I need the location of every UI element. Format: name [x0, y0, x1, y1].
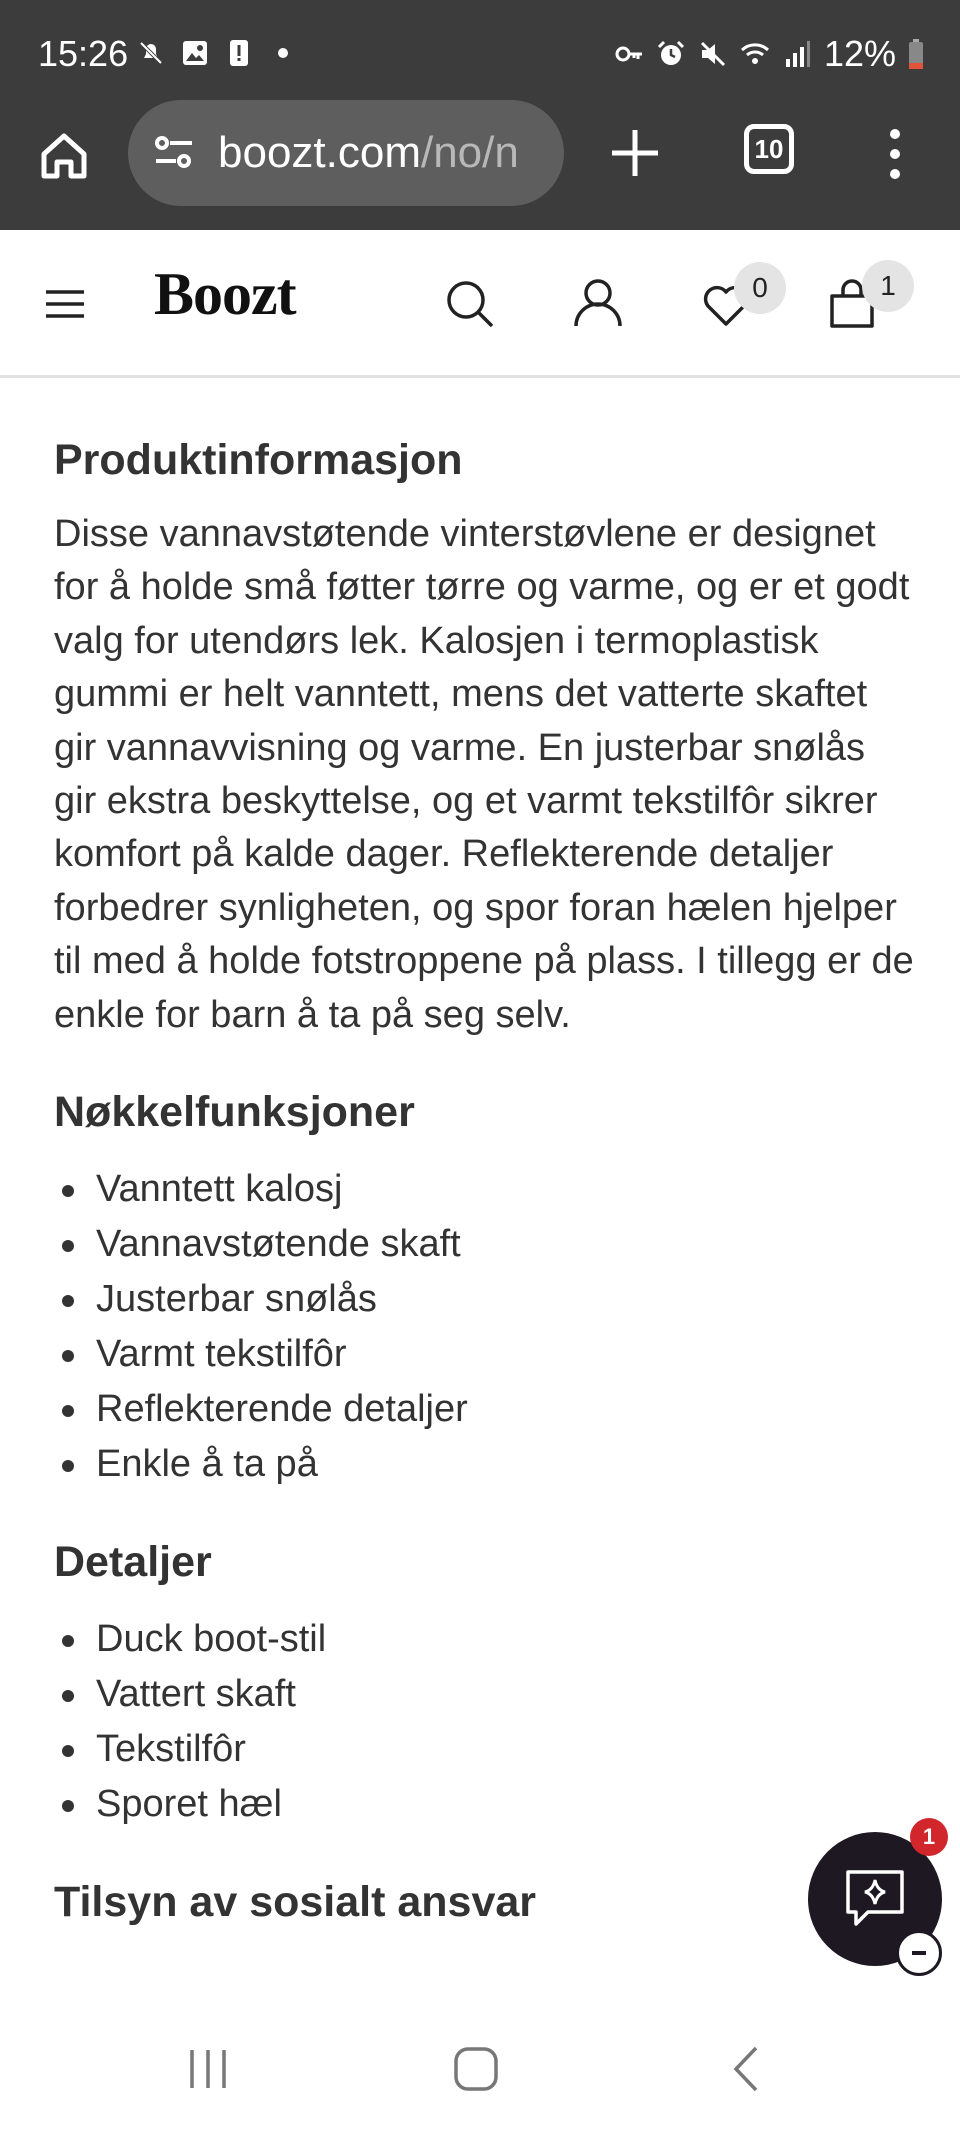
mute-notifications-icon — [136, 38, 166, 68]
home-nav-icon[interactable] — [446, 2044, 506, 2094]
list-item: Enkle å ta på — [54, 1437, 914, 1492]
more-options-icon[interactable] — [880, 124, 910, 184]
key-features-list — [54, 1162, 914, 1492]
product-info-text: Disse vannavstøtende vinterstøvlene er designet for å holde små føtter tørre og varme, og er et godt valg for utendørs lek. Kalosjen i termoplastisk gummi er helt vanntett, mens det vatterte skaftet gir vannavvisning og varme. En justerbar snølås gir ekstra beskyttelse, og et varmt tekstilfôr sikrer komfort på kalde dager. Reflekterende detaljer forbedrer synligheten, og spor foran hælen hjelper til med å holde fotstroppene på plass. I tillegg er de enkle for barn å ta på seg selv. — [54, 513, 914, 1036]
list-item: Justerbar snølås — [54, 1272, 914, 1327]
hamburger-menu-icon[interactable] — [44, 284, 86, 324]
status-bar — [0, 0, 960, 100]
boozt-logo[interactable]: Boozt — [154, 261, 296, 327]
social-responsibility-heading[interactable]: Tilsyn av sosialt ansvar — [54, 1878, 537, 1927]
details-heading: Detaljer — [54, 1538, 212, 1587]
home-icon[interactable] — [36, 128, 92, 184]
url-domain: boozt.com — [218, 128, 421, 177]
minus-icon — [907, 1941, 931, 1965]
list-item: Vanntett kalosj — [54, 1162, 914, 1217]
alarm-icon — [656, 39, 686, 69]
back-icon[interactable] — [716, 2044, 776, 2094]
signal-icon — [782, 39, 812, 69]
list-item: Vattert skaft — [54, 1667, 914, 1722]
key-features-heading: Nøkkelfunksjoner — [54, 1088, 415, 1137]
recent-apps-icon[interactable] — [178, 2044, 238, 2094]
tab-switcher-button[interactable]: 10 — [744, 124, 794, 174]
url-path: /no/n — [420, 128, 519, 177]
wishlist-count-badge: 0 — [734, 262, 786, 314]
chat-minimize-button[interactable] — [896, 1930, 942, 1976]
vpn-key-icon — [614, 39, 644, 69]
chat-sparkle-icon — [840, 1864, 910, 1934]
alert-icon — [224, 38, 254, 68]
status-left-icons — [136, 38, 298, 68]
key-features-section — [54, 1084, 914, 1492]
address-bar[interactable] — [128, 100, 564, 206]
list-item: Reflekterende detaljer — [54, 1382, 914, 1437]
cart-count-badge: 1 — [862, 260, 914, 312]
status-right — [614, 32, 924, 76]
browser-toolbar — [0, 100, 960, 230]
details-list — [54, 1612, 914, 1832]
chat-notification-badge: 1 — [910, 1818, 948, 1856]
details-section — [54, 1534, 914, 1832]
new-tab-plus-icon[interactable] — [606, 124, 664, 182]
list-item: Varmt tekstilfôr — [54, 1327, 914, 1382]
site-header — [0, 230, 960, 378]
wifi-icon — [740, 39, 770, 69]
social-responsibility-section[interactable] — [54, 1874, 914, 1930]
list-item: Tekstilfôr — [54, 1722, 914, 1777]
image-icon — [180, 38, 210, 68]
site-settings-icon[interactable] — [150, 129, 198, 177]
url-text — [218, 128, 519, 178]
product-info-heading: Produktinformasjon — [54, 436, 463, 484]
battery-icon — [908, 39, 924, 69]
list-item: Vannavstøtende skaft — [54, 1217, 914, 1272]
search-icon[interactable] — [444, 278, 496, 330]
system-nav-bar — [0, 2000, 960, 2133]
mute-icon — [698, 39, 728, 69]
battery-percent: 12% — [823, 33, 896, 74]
account-icon[interactable] — [572, 276, 624, 328]
product-description — [54, 378, 914, 1930]
status-time: 15:26 — [38, 33, 129, 74]
list-item: Sporet hæl — [54, 1777, 914, 1832]
list-item: Duck boot-stil — [54, 1612, 914, 1667]
dot-icon — [268, 38, 298, 68]
